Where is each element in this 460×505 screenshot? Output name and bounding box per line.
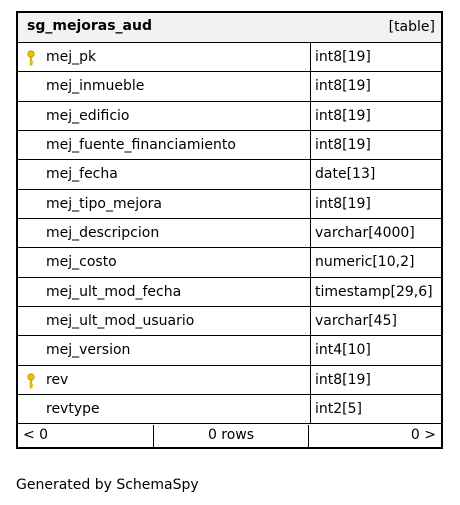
table-row[interactable] — [18, 278, 441, 307]
table-row[interactable] — [18, 336, 441, 365]
row-count: 0 rows — [154, 425, 309, 447]
column-type: int8[19] — [310, 102, 441, 130]
table-name[interactable]: sg_mejoras_aud — [27, 18, 152, 34]
table-row[interactable] — [18, 366, 441, 395]
table-row[interactable] — [18, 248, 441, 277]
child-count[interactable]: 0 > — [410, 427, 436, 443]
table-kind: [table] — [388, 19, 435, 35]
table-row[interactable] — [18, 72, 441, 101]
table-row[interactable] — [18, 307, 441, 336]
table-row[interactable] — [18, 190, 441, 219]
column-type: int8[19] — [310, 43, 441, 71]
table-footer — [18, 425, 441, 447]
column-type: int4[10] — [310, 336, 441, 364]
parent-count[interactable]: < 0 — [18, 425, 154, 447]
table-row[interactable] — [18, 131, 441, 160]
column-name: mej_inmueble — [46, 78, 145, 95]
table-row[interactable] — [18, 219, 441, 248]
column-name: mej_costo — [46, 254, 117, 271]
column-type: int8[19] — [310, 366, 441, 394]
column-type: varchar[45] — [310, 307, 441, 335]
column-name: mej_pk — [46, 49, 97, 65]
column-name: mej_fecha — [46, 166, 118, 183]
generated-by-credit: Generated by SchemaSpy — [16, 477, 199, 493]
column-name: mej_tipo_mejora — [46, 195, 163, 212]
column-name: mej_fuente_financiamiento — [46, 136, 236, 153]
column-name: mej_version — [46, 342, 131, 359]
entity-table — [16, 11, 443, 449]
column-type: int2[5] — [310, 395, 441, 423]
table-row[interactable] — [18, 102, 441, 131]
column-list — [18, 43, 441, 424]
column-type: numeric[10,2] — [310, 248, 441, 276]
column-name: rev — [46, 371, 69, 388]
column-type: timestamp[29,6] — [310, 278, 441, 306]
table-header — [18, 13, 441, 43]
column-name: mej_ult_mod_usuario — [46, 312, 195, 329]
table-row[interactable] — [18, 43, 441, 72]
column-type: varchar[4000] — [310, 219, 441, 247]
table-row[interactable] — [18, 395, 441, 424]
column-name: mej_descripcion — [46, 224, 160, 241]
column-type: int8[19] — [310, 131, 441, 159]
column-name: mej_ult_mod_fecha — [46, 283, 182, 300]
key-icon — [26, 50, 40, 66]
column-name: mej_edificio — [46, 107, 130, 124]
table-row[interactable] — [18, 160, 441, 189]
column-type: date[13] — [310, 160, 441, 188]
column-type: int8[19] — [310, 72, 441, 100]
column-name: revtype — [46, 400, 100, 417]
column-type: int8[19] — [310, 190, 441, 218]
key-icon — [26, 373, 40, 389]
